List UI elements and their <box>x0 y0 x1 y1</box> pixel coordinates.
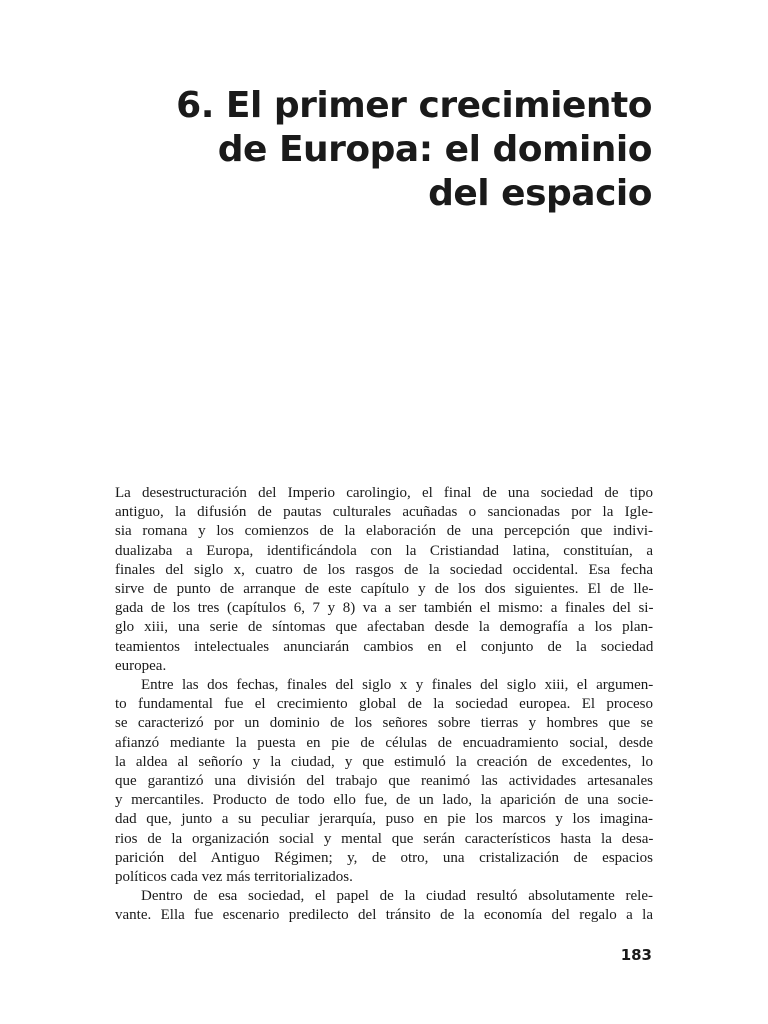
chapter-title-line: de Europa: el dominio <box>217 129 652 170</box>
page-number: 183 <box>620 946 652 964</box>
text-line: La desestructuración del Imperio carolingio, el final de una sociedad de tipo <box>115 485 653 501</box>
text-line: dad que, junto a su peculiar jerarquía, puso en pie los marcos y los imagina- <box>115 811 653 828</box>
paragraph-3 <box>115 887 653 925</box>
text-line: la aldea al señorío y la ciudad, y que estimuló la creación de excedentes, lo <box>115 753 653 770</box>
text-line: Dentro de esa sociedad, el papel de la ciudad resultó absolutamente rele- <box>141 888 653 905</box>
text-line: rios de la organización social y mental que serán característicos hasta la desa- <box>115 830 653 847</box>
text-line: antiguo, la difusión de pautas culturales acuñadas o sancionadas por la Igle- <box>115 504 653 521</box>
paragraph-1 <box>115 484 653 676</box>
text-line: sirve de punto de arranque de este capítulo y de los dos siguientes. El de lle- <box>115 581 653 598</box>
paragraph-2 <box>115 676 653 887</box>
text-line: políticos cada vez más territorializados. <box>115 869 353 886</box>
text-line: to fundamental fue el crecimiento global de la sociedad europea. El proceso <box>115 696 653 713</box>
text-line: glo xiii, una serie de síntomas que afectaban desde la demografía a los plan- <box>115 619 653 636</box>
text-line: teamientos intelectuales anunciarán cambios en el conjunto de la sociedad <box>115 638 653 655</box>
text-line: finales del siglo x, cuatro de los rasgos de la sociedad occidental. Esa fecha <box>115 561 653 578</box>
text-line: Entre las dos fechas, finales del siglo x y finales del siglo xiii, el argumen- <box>141 677 653 694</box>
text-line: afianzó mediante la puesta en pie de células de encuadramiento social, desde <box>115 734 653 751</box>
chapter-title-line: del espacio <box>428 173 652 214</box>
body-text <box>115 484 653 926</box>
text-line: sia romana y los comienzos de la elaboración de una percepción que indivi- <box>115 523 653 540</box>
text-line: que garantizó una división del trabajo que reanimó las actividades artesanales <box>115 773 653 790</box>
text-line: parición del Antiguo Régimen; y, de otro, una cristalización de espacios <box>115 849 653 866</box>
text-line: gada de los tres (capítulos 6, 7 y 8) va a ser también el mismo: a finales del si- <box>115 600 653 617</box>
chapter-title <box>132 84 652 216</box>
chapter-title-line: 6. El primer crecimiento <box>176 85 652 126</box>
text-line: vante. Ella fue escenario predilecto del tránsito de la economía del regalo a la <box>115 907 653 924</box>
text-line: dualizaba a Europa, identificándola con la Cristiandad latina, constituían, a <box>115 542 653 559</box>
text-line: europea. <box>115 657 167 674</box>
text-line: se caracterizó por un dominio de los señores sobre tierras y hombres que se <box>115 715 653 732</box>
text-line: y mercantiles. Producto de todo ello fue, de un lado, la aparición de una socie- <box>115 792 653 809</box>
